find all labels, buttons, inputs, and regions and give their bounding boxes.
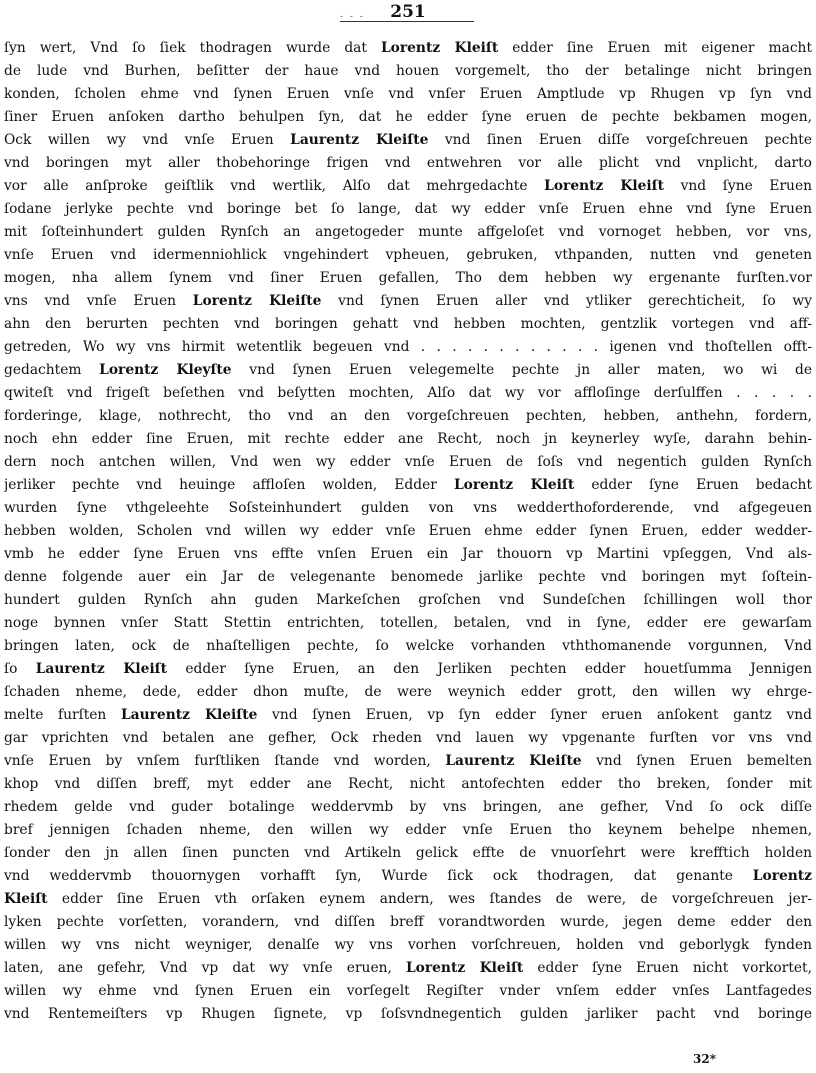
text-line: [4, 911, 812, 934]
text-run: dern noch antchen willen, Vnd wen wy edder vnſe Eruen de ſoſs vnd negentich gulden Rynſch: [4, 454, 812, 470]
text-run: denne folgende auer ein Jar de velegenante benomede jarlike pechte vnd boringen myt ſoſtein-: [4, 569, 812, 585]
text-run: ſchaden nheme, dede, edder dhon muſte, de were weynich edder grott, den willen wy ehrge-: [4, 684, 812, 700]
text-body: [4, 37, 812, 1026]
text-run: vnd ſinen Eruen diſſe vorgeſchreuen pechte: [428, 132, 812, 148]
text-line: [4, 106, 812, 129]
text-line: [4, 336, 812, 359]
text-run: edder ſyne Eruen, an den Jerliken pechten edder houetſumma Jennigen: [167, 661, 812, 677]
text-line: [4, 727, 812, 750]
text-line: [4, 60, 812, 83]
text-line: [4, 1003, 812, 1026]
text-run: gar vprichten vnd betalen ane gefher, Ock rheden vnd lauen wy vpgenante furſten vor vns vnd: [4, 730, 812, 746]
text-line: [4, 267, 812, 290]
text-run: konden, ſcholen ehme vnd ſynen Eruen vnſe vnd vnſer Eruen Amptlude vp Rhugen vp ſyn vnd: [4, 86, 812, 102]
text-run: ſiner Eruen anſoken dartho behulpen ſyn, dat he edder ſyne eruen de pechte bekbamen mogen,: [4, 109, 812, 125]
text-line: [4, 612, 812, 635]
person-name: Laurentz Kleiſte: [445, 753, 582, 769]
text-run: laten, ane gefehr, Vnd vp dat wy vnſe eruen,: [4, 960, 406, 976]
text-run: ſo: [4, 661, 36, 677]
page-number: 251: [390, 2, 426, 22]
text-run: forderinge, klage, nothrecht, tho vnd an den vorgeſchreuen pechten, hebben, anthehn, fordern,: [4, 408, 812, 424]
person-name: Lorentz Kleiſt: [380, 40, 499, 56]
text-run: vnd ſynen Eruen bemelten: [581, 753, 812, 769]
text-line: [4, 221, 812, 244]
text-run: vnd ſyne Eruen: [663, 178, 812, 194]
text-run: qwiteſt vnd frigeſt beſethen vnd beſytten mochten, Alſo dat wy vor affloſinge derſulffen . . . . .: [4, 385, 812, 401]
text-run: bringen laten, ock de nhaſtelligen pechte, ſo welcke vorhanden vththomanende vorgunnen, Vnd: [4, 638, 812, 654]
text-line: [4, 198, 812, 221]
text-line: [4, 290, 812, 313]
text-line: [4, 658, 812, 681]
text-line: [4, 520, 812, 543]
text-run: vnſe Eruen by vnſem furſtliken ſtande vnd worden,: [4, 753, 446, 769]
text-run: noch ehn edder ſine Eruen, mit rechte edder ane Recht, noch jn keynerley wyſe, darahn behin-: [4, 431, 812, 447]
text-run: vnd ſynen Eruen aller vnd ytliker gerechticheit, ſo wy: [321, 293, 812, 309]
text-line: [4, 474, 812, 497]
text-line: [4, 589, 812, 612]
text-line: [4, 129, 812, 152]
text-run: edder ſyne Eruen nicht vorkortet,: [523, 960, 812, 976]
header-marks: - - -: [340, 12, 365, 22]
person-name: Lorentz Kleiſt: [453, 477, 575, 493]
text-run: vmb he edder ſyne Eruen vns effte vnſen Eruen ein Jar thouorn vp Martini vpſeggen, Vnd als-: [4, 546, 812, 562]
text-line: [4, 451, 812, 474]
text-line: [4, 819, 812, 842]
text-run: willen wy ehme vnd ſynen Eruen ein vorſegelt Regiſter vnder vnſem edder vnſes Lantfagedes: [4, 983, 812, 999]
person-name: Lorentz Kleiſte: [192, 293, 322, 309]
text-run: getreden, Wo wy vns hirmit wetentlik begeuen vnd . . . . . . . . . . . . igenen vnd thoſtellen offt-: [4, 339, 812, 355]
text-line: [4, 704, 812, 727]
person-name: Laurentz Kleiſte: [120, 707, 258, 723]
text-run: wurden ſyne vthgeleehte Soſsteinhundert gulden von vns wedderthoforderende, vnd afgegeuen: [4, 500, 812, 516]
person-name: Laurentz Kleiſt: [35, 661, 167, 677]
text-run: hundert gulden Rynſch ahn guden Markeſchen groſchen vnd Sundeſchen ſchillingen woll thor: [4, 592, 812, 608]
text-line: [4, 382, 812, 405]
text-line: [4, 842, 812, 865]
text-run: mit ſoſteinhundert gulden Rynſch an angetogeder munte affgeloſet vnd vornoget hebben, vor vns,: [4, 224, 812, 240]
text-run: edder ſine Eruen mit eigener macht: [498, 40, 812, 56]
text-line: [4, 543, 812, 566]
text-line: [4, 865, 812, 888]
text-run: noge bynnen vnſer Statt Stettin entrichten, totellen, betalen, vnd in ſyne, edder ere gewarſam: [4, 615, 812, 631]
header-rule: [340, 21, 474, 22]
text-line: [4, 244, 812, 267]
text-run: vns vnd vnſe Eruen: [4, 293, 193, 309]
text-run: vnd weddervmb thouornygen vorhafft ſyn, Wurde ſick ock thodragen, dat genante: [4, 868, 753, 884]
text-run: edder ſyne Eruen bedacht: [574, 477, 812, 493]
text-line: [4, 957, 812, 980]
text-line: [4, 980, 812, 1003]
text-run: bref jennigen ſchaden nheme, den willen wy edder vnſe Eruen tho keynem behelpe nhemen,: [4, 822, 812, 838]
text-run: khop vnd diſſen breff, myt edder ane Recht, nicht antofechten edder tho breken, ſonder mit: [4, 776, 812, 792]
person-name: Kleiſt: [4, 891, 48, 907]
text-line: [4, 313, 812, 336]
text-run: vor alle anſproke geiſtlik vnd wertlik, Alſo dat mehrgedachte: [4, 178, 545, 194]
text-line: [4, 796, 812, 819]
text-run: rhedem gelde vnd guder botalinge weddervmb by vns bringen, ane gefher, Vnd ſo ock diſſe: [4, 799, 812, 815]
text-line: [4, 428, 812, 451]
text-line: [4, 405, 812, 428]
text-run: gedachtem: [4, 362, 100, 378]
text-line: [4, 773, 812, 796]
person-name: Lorentz Kleiſt: [544, 178, 664, 194]
text-run: vnd ſynen Eruen, vp ſyn edder ſyner eruen anſokent gantz vnd: [257, 707, 812, 723]
text-line: [4, 635, 812, 658]
text-run: hebben wolden, Scholen vnd willen wy edder vnſe Eruen ehme edder ſynen Eruen, edder wedder-: [4, 523, 812, 539]
text-line: [4, 83, 812, 106]
text-run: de lude vnd Burhen, beſitter der haue vnd houen vorgemelt, tho der betalinge nicht bringen: [4, 63, 812, 79]
text-line: [4, 934, 812, 957]
text-line: [4, 152, 812, 175]
text-run: vnſe Eruen vnd idermenniohlick vngehindert vpheuen, gebruken, vthpanden, nutten vnd geneten: [4, 247, 812, 263]
text-line: [4, 888, 812, 911]
person-name: Lorentz Kleyſte: [99, 362, 232, 378]
text-line: [4, 497, 812, 520]
person-name: Lorentz Kleiſt: [405, 960, 524, 976]
text-run: willen wy vns nicht weyniger, denalſe wy vns vorhen vorſchreuen, holden vnd geborlygk fynden: [4, 937, 812, 953]
text-line: [4, 37, 812, 60]
text-run: jerliker pechte vnd heuinge affloſen wolden, Edder: [4, 477, 454, 493]
text-line: [4, 566, 812, 589]
text-run: ſodane jerlyke pechte vnd boringe bet ſo lange, dat wy edder vnſe Eruen ehne vnd ſyne Eruen: [4, 201, 812, 217]
text-run: vnd ſynen Eruen velegemelte pechte jn aller maten, wo wi de: [231, 362, 812, 378]
text-line: [4, 359, 812, 382]
text-run: ſyn wert, Vnd ſo ſiek thodragen wurde dat: [4, 40, 381, 56]
text-run: vnd boringen myt aller thobehoringe frigen vnd entwehren vor alle plicht vnd vnplicht, darto: [4, 155, 812, 171]
text-run: lyken pechte vorſetten, vorandern, vnd diſſen breff vorandtworden wurde, jegen deme edder den: [4, 914, 812, 930]
text-line: [4, 681, 812, 704]
text-run: mogen, nha allem ſynem vnd ſiner Eruen gefallen, Tho dem hebben wy ergenante furſten.vor: [4, 270, 812, 286]
sheet-signature: 32*: [693, 1052, 716, 1066]
text-run: edder ſine Eruen vth orſaken eynem andern, wes ſtandes de were, de vorgeſchreuen jer-: [47, 891, 812, 907]
person-name: Laurentz Kleiſte: [290, 132, 429, 148]
text-run: vnd Rentemeiſters vp Rhugen ſignete, vp ſoſsvndnegentich gulden jarliker pacht vnd boringe: [4, 1006, 812, 1022]
text-run: melte furſten: [4, 707, 121, 723]
text-run: ahn den berurten pechten vnd boringen gehatt vnd hebben mochten, gentzlik vortegen vnd aff-: [4, 316, 812, 332]
text-line: [4, 175, 812, 198]
person-name: Lorentz: [752, 868, 812, 884]
text-line: [4, 750, 812, 773]
text-run: Ock willen wy vnd vnſe Eruen: [4, 132, 291, 148]
text-run: ſonder den jn allen ſinen puncten vnd Artikeln gelick effte de vnuorſehrt were krefftich holden: [4, 845, 812, 861]
